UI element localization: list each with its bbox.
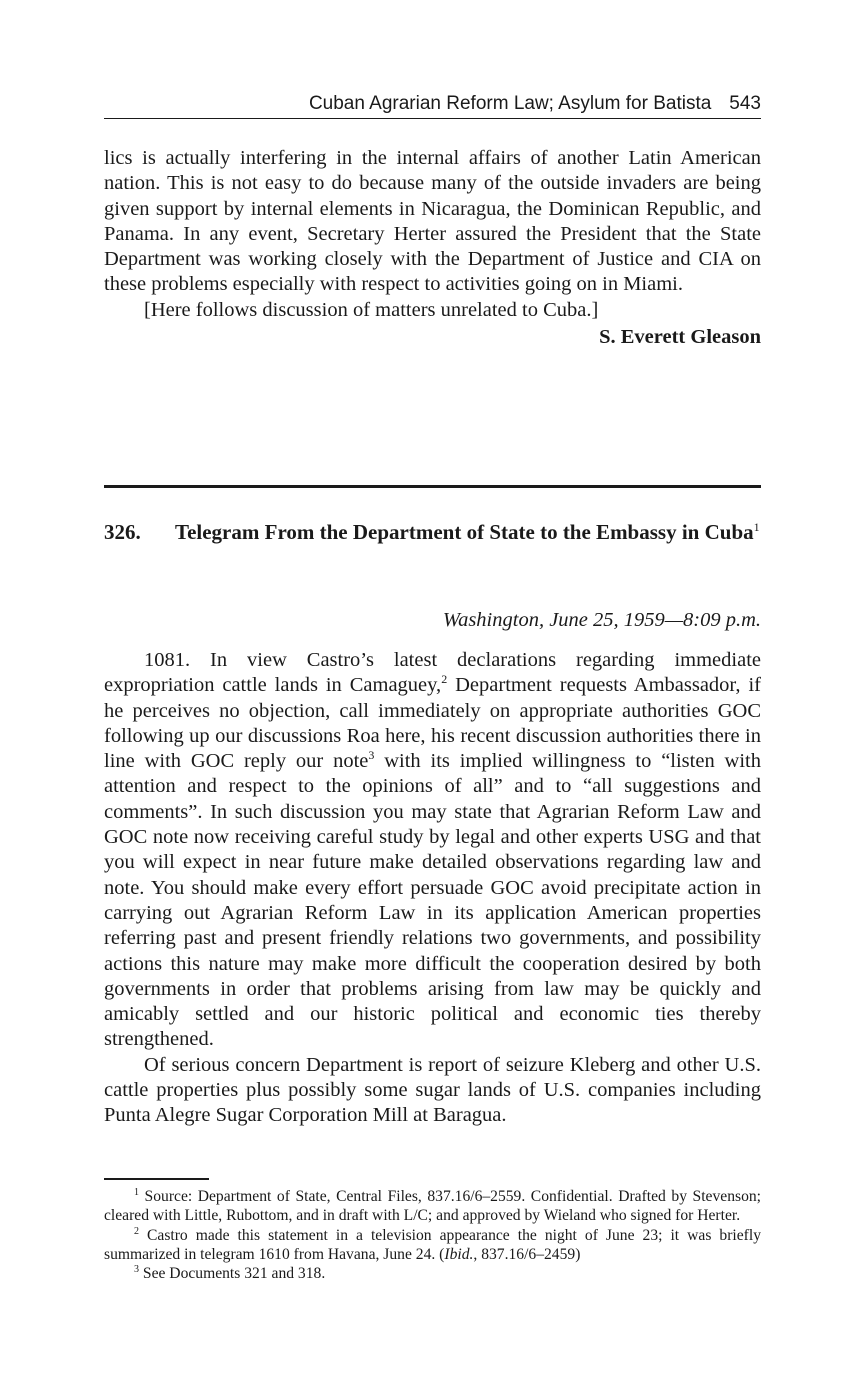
document-heading	[104, 519, 761, 545]
dateline: Washington, June 25, 1959—8:09 p.m.	[442, 609, 761, 631]
footnote-ref-2: 2	[441, 672, 448, 687]
previous-document-tail	[104, 146, 761, 350]
footnote-divider	[104, 1178, 209, 1180]
telegram-body	[104, 648, 761, 1129]
page-number: 543	[729, 93, 761, 114]
continued-paragraph: lics is actually interfering in the internal affairs of another Latin American nation. This is not easy to do because many of the outside invaders are being given support by internal elements in Nicaragua, the Dominican Republic, and Panama. In any event, Secretary Herter assured the President that the State Department was working closely with the Department of Justice and CIA on these problems especially with respect to activities going on in Miami.	[104, 147, 761, 296]
document-title	[175, 519, 761, 545]
document-number: 326.	[104, 520, 141, 544]
editorial-note: [Here follows discussion of matters unrelated to Cuba.]	[144, 298, 599, 321]
section-divider	[104, 485, 761, 488]
running-title: Cuban Agrarian Reform Law; Asylum for Batista	[308, 93, 712, 114]
telegram-paragraph-2: Of serious concern Department is report of seizure Kleberg and other U.S. cattle properties plus possibly some sugar lands of U.S. companies including Punta Alegre Sugar Corporation Mill at Baragua.	[104, 1053, 761, 1127]
document-title-text: Telegram From the Department of State to the Embassy in Cuba	[175, 520, 754, 544]
document-page	[104, 0, 761, 1379]
signature: S. Everett Gleason	[599, 326, 761, 349]
footnote-2: $^2$ Castro made this statement in a television appearance the night of June 23; it was briefly summarized in telegram 1610 from Havana, June 24. (Ibid., 837.16/6–2459)	[104, 1225, 761, 1263]
running-header	[104, 92, 761, 119]
footnote-ref-3: 3	[368, 748, 375, 763]
telegram-paragraph-1: 1081. In view Castro’s latest declarations regarding immediate expropriation cattle lands in Camaguey,$^2$ Department requests Ambassador, if he perceives no objection, call immediately on appropriate authorities GOC following up our discussions Roa here, his recent discussion authorities there in line with GOC reply our note$^3$ with its implied willingness to “listen with attention and respect to the opinions of all” and to “all suggestions and comments”. In such discussion you may state that Agrarian Reform Law and GOC note now receiving careful study by legal and other experts USG and that you will expect in near future make detailed observations regarding law and note. You should make every effort persuade GOC avoid precipitate action in carrying out Agrarian Reform Law in its application American properties referring past and present friendly relations two governments, and possibility actions this nature may make more difficult the cooperation desired by both governments in order that problems arising from law may be quickly and amicably settled and our historic political and economic ties thereby strengthened.	[104, 649, 761, 1051]
footnote-3: $^3$ See Documents 321 and 318.	[134, 1264, 326, 1283]
footnote-ref-1: 1	[753, 520, 760, 534]
footnote-1: $^1$ Source: Department of State, Central Files, 837.16/6–2559. Confidential. Drafted by Stevenson; cleared with Little, Rubottom, and in draft with L/C; and approved by Wieland who signed for Herter.	[104, 1186, 761, 1225]
footnotes	[104, 1187, 761, 1283]
